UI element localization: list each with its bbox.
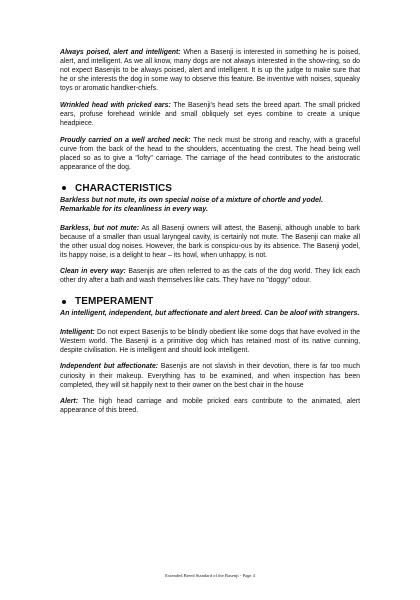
paragraph-lead: Intelligent: bbox=[60, 328, 95, 336]
bullet-icon bbox=[62, 300, 66, 304]
paragraph-body: As all Basenji owners will attest, the Basenji, although unable to bark because of a smaller than usual laryngeal cavity, is certainly not mute. The Basenji can make all the other usual dog noises. However, the bark is conspicu-ous by its absence. The Basenji yodel, its happy noise, is a delight to hear – its howl, when unhappy, is not. bbox=[60, 224, 360, 259]
appearance-section bbox=[60, 48, 360, 172]
paragraph-lead: Always poised, alert and intelligent: bbox=[60, 49, 181, 56]
paragraph-wrinkled-head bbox=[60, 101, 360, 128]
section-subheading: An intelligent, independent, but affectionate and alert breed. Can be aloof with strangers. bbox=[60, 309, 360, 318]
section-heading bbox=[60, 183, 360, 194]
paragraph-body: The high head carriage and mobile pricked ears contribute to the animated, alert appearance of this breed. bbox=[60, 398, 360, 415]
paragraph-body: Basenjis are often referred to as the cats of the dog world. They lick each other dry after a bath and wash themselves like cats. They have no "doggy" odour. bbox=[60, 268, 360, 285]
paragraph-poised-alert bbox=[60, 48, 360, 93]
paragraph-lead: Clean in every way: bbox=[60, 268, 126, 276]
paragraph-clean bbox=[60, 267, 360, 285]
paragraph-body: When a Basenji is interested in something he is poised, alert, and intelligent. As we all know, many dogs are not always interested in the show-ring, so do not expect Basenjis to be always poised, alert and intelligent. It is up the judge to make sure that he or she interests the dog in some way to observe this feature. Be inventive with noises, squeaky toys or aromatic handker-chiefs. bbox=[60, 49, 360, 93]
characteristics-section bbox=[60, 183, 360, 286]
paragraph-alert bbox=[60, 397, 360, 415]
section-heading-text: CHARACTERISTICS bbox=[75, 182, 173, 194]
section-heading-text: TEMPERAMENT bbox=[75, 296, 154, 308]
paragraph-lead: Independent but affectionate: bbox=[60, 363, 159, 371]
paragraph-body: The neck must be strong and reachy, with a graceful curve from the back of the head to the shoulders, accentuating the crest. The head being well placed so as to give a "lofty" carriage. The carriage of the head contributes to the aristocratic appearance of the dog. bbox=[60, 136, 360, 171]
section-subheading: Barkless but not mute, its own special noise of a mixture of chortle and yodel. Remarkable for its cleanliness in every way. bbox=[60, 195, 323, 214]
paragraph-body: Basenjis are not slavish in their devotion, there is far too much curiosity in their makeup. Everything has to be examined, and when inspection has been completed, they will sit happily next to their owner on the best chair in the house bbox=[60, 363, 360, 389]
paragraph-lead: Proudly carried on a well arched neck: bbox=[60, 136, 191, 144]
paragraph-barkless bbox=[60, 224, 360, 260]
paragraph-body: The Basenji's head sets the breed apart. The small pricked ears, profuse forehead wrinkle and small obliquely set eyes combine to create a unique headpiece. bbox=[60, 101, 360, 128]
paragraph-independent bbox=[60, 362, 360, 389]
temperament-section bbox=[60, 296, 360, 415]
paragraph-intelligent bbox=[60, 328, 360, 355]
paragraph-body: Do not expect Basenjis to be blindly obedient like some dogs that have evolved in the Western world. The Basenji is a primitive dog which has retained most of its native cunning, despite civilisation. He is intelligent and should look intelligent. bbox=[60, 328, 360, 354]
document-page bbox=[60, 48, 360, 423]
paragraph-lead: Alert: bbox=[60, 398, 78, 406]
paragraph-lead: Wrinkled head with pricked ears: bbox=[60, 101, 171, 109]
paragraph-lead: Barkless, but not mute: bbox=[60, 224, 140, 232]
bullet-icon bbox=[62, 186, 66, 190]
paragraph-arched-neck bbox=[60, 136, 360, 172]
section-heading bbox=[60, 296, 360, 307]
page-footer: Extended Breed Standard of the Basenji - Page 4 bbox=[165, 573, 255, 578]
